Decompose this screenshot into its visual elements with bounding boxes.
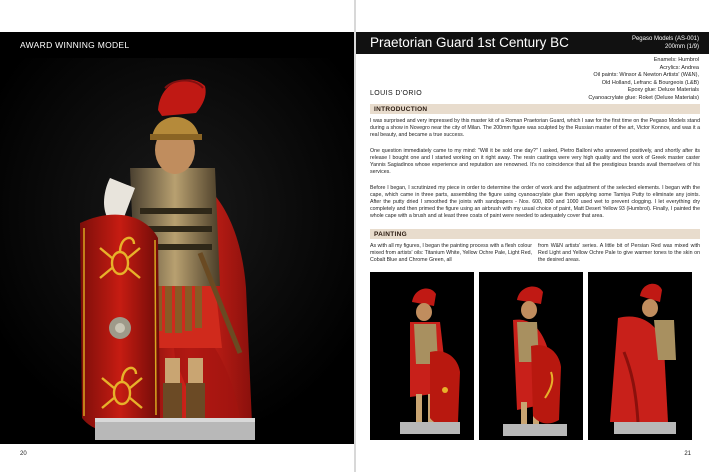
- section-label: AWARD WINNING MODEL: [20, 40, 130, 50]
- figure-photo-side: [479, 272, 583, 440]
- materials-item: Epoxy glue: Deluxe Materials: [627, 87, 699, 93]
- kit-scale: 200mm (1/9): [664, 44, 699, 50]
- materials-list: [588, 57, 699, 102]
- painting-column-1: As with all my figures, I began the painting process with a flesh colour mixed from artists' oils: Titanium White, Yellow Ochre Pale, Light Red, Cobalt Blue and Chrome Green, all: [370, 243, 532, 264]
- left-page-top-margin: [0, 0, 354, 32]
- painting-heading: PAINTING: [374, 230, 407, 238]
- figure-photo-back: [588, 272, 692, 440]
- right-page: [356, 0, 709, 472]
- materials-item: Enamels: Humbrol: [653, 57, 699, 63]
- left-section-banner: [0, 32, 354, 58]
- intro-paragraph-3: Before I began, I scrutinized my piece in order to determine the order of work and the adjustment of the selected elements. I began with the cape, which came in three parts, assembling the figure using cyanoacrylate glue then applying some Tamiya Putty to eliminate any joints. After the putty dried I smoothed the joints with sandpapers - Nos. 600, 800 and 1000 used wet to prevent clogging. I let everything dry completely and then primed the figure using an airbrush with my usual choice of paint, Matt Desert Yellow 93 (Humbrol). Finally, I painted the whole cape with a brush and at least three coats of paint were needed to adequately cover that area.: [370, 185, 700, 220]
- materials-item: Cyanoacrylate glue: Roket (Deluxe Materials): [588, 94, 699, 101]
- introduction-heading-bar: [370, 104, 700, 114]
- praetorian-figure-photo: [0, 58, 354, 444]
- right-page-top-margin: [356, 0, 709, 32]
- author-name: LOUIS D'ORIO: [370, 90, 423, 97]
- intro-paragraph-2: One question immediately came to my mind: "Will it be sold one day?" I asked, Pietro Balloni who answered positively, and shortly after its release I bought one and I started working on it right away. The resin castings were very high quality and the work of Greek master caster Yannis Sagiadinos whose experience and reputation are renowned. It's no coincidence that all the prestigious brands avail themselves of his services.: [370, 148, 700, 176]
- kit-manufacturer: Pegaso Models (AS-001): [631, 36, 699, 42]
- introduction-heading: INTRODUCTION: [374, 105, 428, 113]
- article-title: Praetorian Guard 1st Century BC: [370, 35, 569, 50]
- painting-column-2: from W&N artists' series. A little bit of Persian Red was mixed with Red Light and Yellow Ochre Pale to give warmer tones to the skin on the desired areas.: [538, 243, 700, 264]
- materials-item: Acrylics: Andrea: [659, 64, 699, 71]
- left-page-bottom-margin: [0, 444, 354, 472]
- materials-item: Old Holland, Lefranc & Bourgeois (L&B): [601, 79, 699, 86]
- kit-info: [632, 35, 699, 51]
- left-page-number: 20: [20, 451, 27, 457]
- intro-paragraph-1: I was surprised and very impressed by this master kit of a Roman Praetorian Guard, which I saw for the first time on the Pegaso Models stand during a show in Novegro near the city of Milan. The 200mm figure was sculpted by the Russian master of the art, Victor Konnov, and was it a real beauty, and became a true success.: [370, 118, 700, 139]
- painting-heading-bar: [370, 229, 700, 239]
- right-page-number: 21: [684, 451, 691, 457]
- figure-photo-front: [370, 272, 474, 440]
- materials-item: Oil paints: Winsor & Newton Artists' (W&N),: [593, 72, 699, 78]
- left-page: [0, 0, 354, 472]
